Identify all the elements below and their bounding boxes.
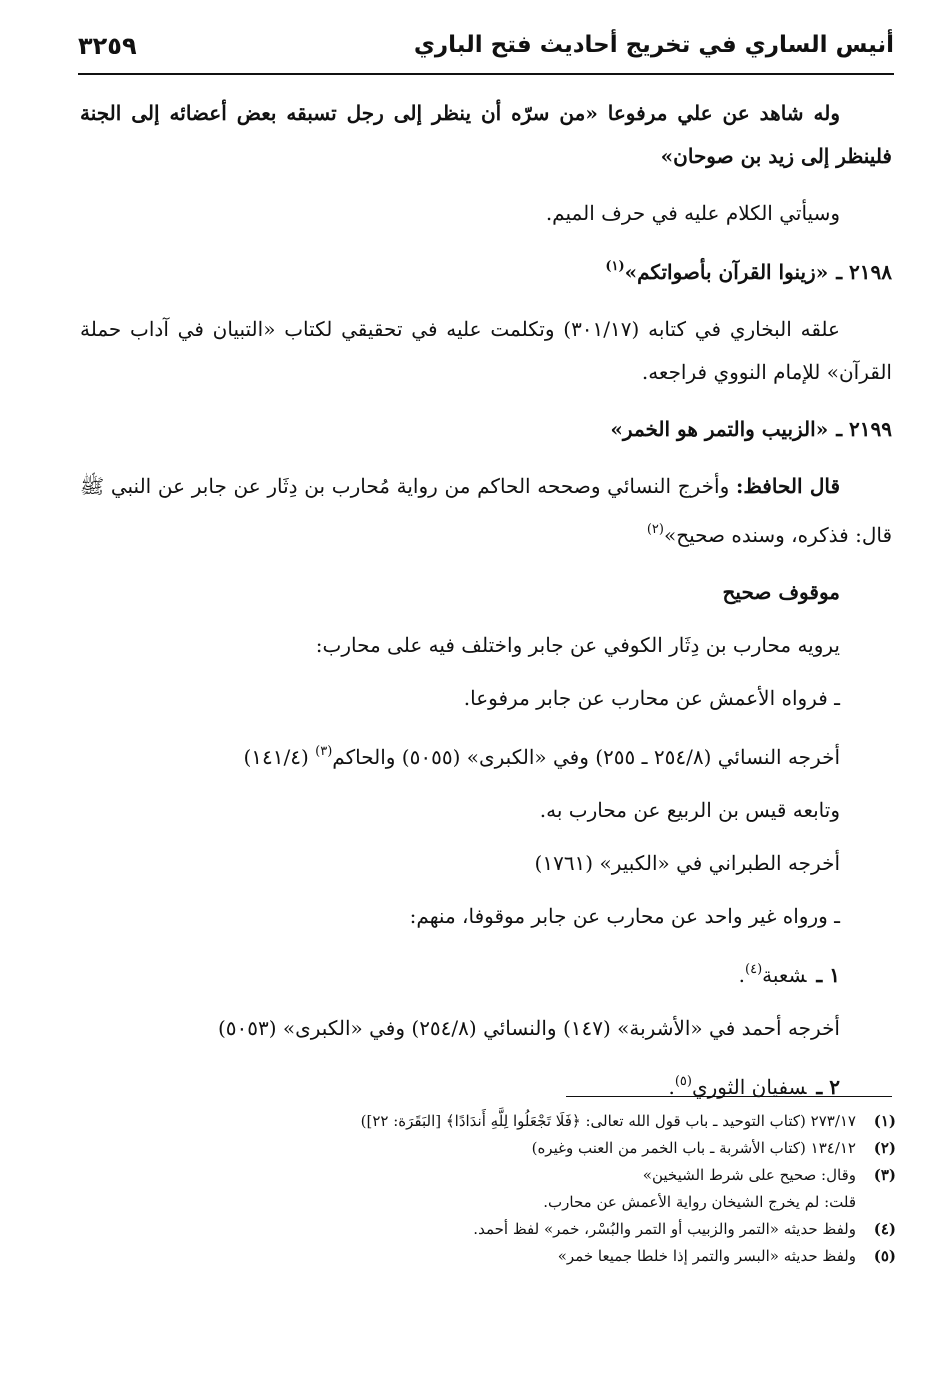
- hadith-text: «زينوا القرآن بأصواتكم»: [624, 260, 829, 284]
- hadith-text: «الزبيب والتمر هو الخمر»: [610, 417, 829, 441]
- book-title: أنيس الساري في تخريج أحاديث فتح الباري: [413, 32, 894, 58]
- corroboration: وتابعه قيس بن الربيع عن محارب به.: [539, 798, 840, 822]
- narrator-name: سفيان الثوري: [691, 1075, 807, 1099]
- footnote-ref[interactable]: (١): [605, 259, 625, 274]
- takhrij-line: أخرجه أحمد في «الأشربة» (١٤٧) والنسائي (٢٥٤/٨) وفي «الكبرى» (٥٠٥٣): [217, 1016, 840, 1040]
- footnote-1: [220, 1108, 896, 1135]
- hafiz-quote: [80, 465, 892, 557]
- reference-note: وسيأتي الكلام عليه في حرف الميم.: [545, 201, 840, 225]
- witness-paragraph: وله شاهد عن علي مرفوعا «من سرّه أن ينظر إلى رجل تسبقه بعض أعضائه إلى الجنة فلينظر إلى زيد بن صوحان»: [80, 101, 892, 168]
- footnote-number: (٢): [873, 1139, 896, 1157]
- footnote-ref[interactable]: (٣): [315, 744, 333, 759]
- footnote-3-continued: [220, 1189, 896, 1216]
- hadith-heading-2198: [80, 245, 892, 294]
- takhrij-text: أخرجه النسائي (٢٥٤/٨ ـ ٢٥٥) وفي «الكبرى» (٥٠٥٥) والحاكم: [332, 745, 840, 769]
- hadith-number: ٢١٩٨ ـ: [836, 260, 892, 284]
- footnote-text: وقال: صحيح على شرط الشيخين»: [642, 1166, 856, 1184]
- chain-intro: يرويه محارب بن دِثَار الكوفي عن جابر واختلف فيه على محارب:: [315, 633, 840, 657]
- footnote-text: ٢٧٣/١٧ (كتاب التوحيد ـ باب قول الله تعالى: ﴿فَلَا تَجْعَلُوا لِلَّهِ أَندَادًا﴾ [البَقَرَة: ٢٢]): [360, 1112, 856, 1130]
- footnote-number: (٣): [873, 1166, 896, 1184]
- footnote-number: (٤): [873, 1220, 896, 1238]
- footnote-text: ١٣٤/١٢ (كتاب الأشربة ـ باب الخمر من العنب وغيره): [531, 1139, 856, 1157]
- takhrij-ref: (١٤١/٤): [243, 745, 309, 769]
- quote-lead: قال الحافظ:: [735, 474, 840, 498]
- footnote-divider: [566, 1096, 892, 1097]
- mawquf-intro: ـ ورواه غير واحد عن محارب عن جابر موقوفا، منهم:: [409, 904, 840, 928]
- hadith-heading-2199: [80, 408, 892, 451]
- list-number: ٢ ـ: [816, 1075, 840, 1099]
- marfu-narration: ـ فرواه الأعمش عن محارب عن جابر مرفوعا.: [463, 686, 840, 710]
- footnote-ref[interactable]: (٤): [745, 962, 763, 977]
- page-number: ٣٢٥٩: [78, 32, 137, 60]
- narrator-name: شعبة: [762, 963, 807, 987]
- footnote-4: [220, 1216, 896, 1243]
- footnote-text: قلت: لم يخرج الشيخان رواية الأعمش عن محارب.: [543, 1193, 856, 1211]
- takhrij-line: أخرجه الطبراني في «الكبير» (١٧٦١): [534, 851, 840, 875]
- footnote-number: (٥): [873, 1247, 896, 1265]
- grading-verdict: موقوف صحيح: [722, 580, 840, 604]
- footnote-text: ولفظ حديثه «البسر والتمر إذا خلطا جميعا خمر»: [557, 1247, 856, 1265]
- footnote-number: (١): [873, 1112, 896, 1130]
- hadith-number: ٢١٩٩ ـ: [836, 417, 892, 441]
- footnotes: [220, 1108, 896, 1270]
- quote-text: وأخرج النسائي وصححه الحاكم من رواية مُحارب بن دِثَار عن جابر عن النبي ﷺ قال: فذكره، وسنده صحيح»: [80, 474, 892, 547]
- list-number: ١ ـ: [816, 963, 840, 987]
- takhrij-paragraph: علقه البخاري في كتابه (٣٠١/١٧) وتكلمت عليه في تحقيقي لكتاب «التبيان في آداب حملة القرآن» للإمام النووي فراجعه.: [80, 317, 892, 384]
- footnote-ref[interactable]: (٢): [646, 522, 664, 537]
- punctuation: .: [738, 963, 746, 987]
- footnote-3: [220, 1162, 896, 1189]
- footnote-5: [220, 1243, 896, 1270]
- header-divider: [78, 73, 894, 75]
- running-header: [78, 30, 894, 70]
- narrator-item-2: [80, 1060, 892, 1109]
- footnote-2: [220, 1135, 896, 1162]
- footnote-ref[interactable]: (٥): [674, 1074, 692, 1089]
- takhrij-line: [80, 730, 892, 779]
- punctuation: .: [668, 1075, 675, 1099]
- narrator-item-1: [80, 948, 892, 997]
- footnote-text: ولفظ حديثه «التمر والزبيب أو التمر والبُسْر، خمر» لفظ أحمد.: [473, 1220, 856, 1238]
- main-text: [80, 92, 892, 1119]
